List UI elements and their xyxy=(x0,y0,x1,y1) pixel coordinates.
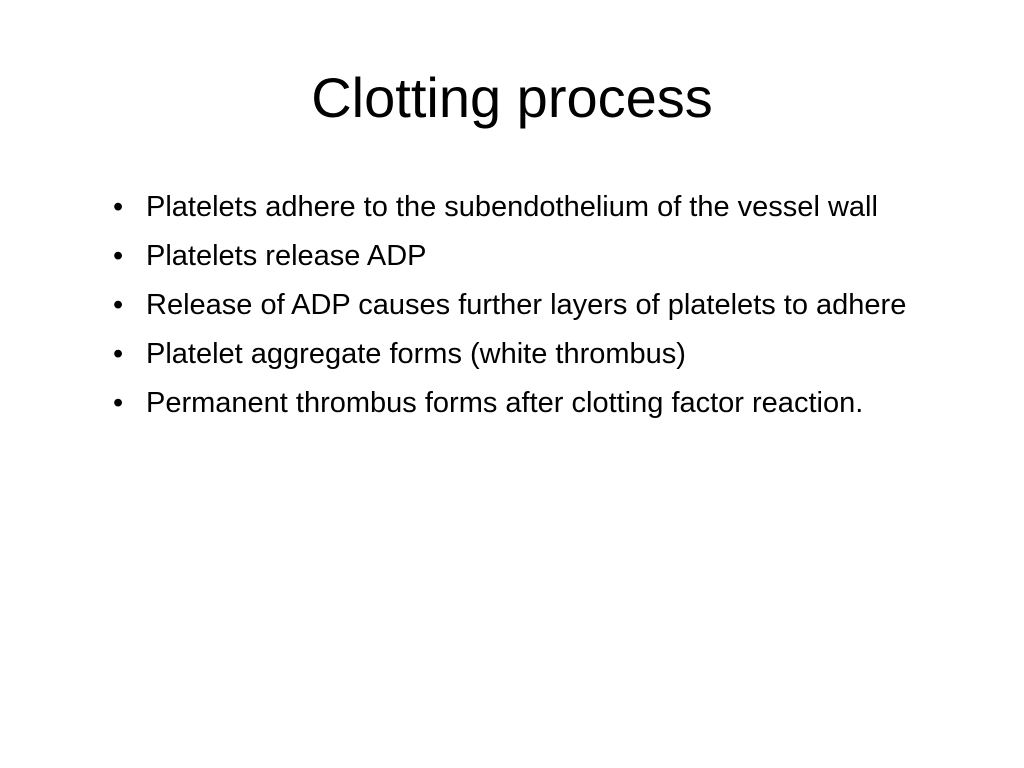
bullet-list xyxy=(113,188,953,433)
bullet-item xyxy=(113,286,953,324)
bullet-mark: • xyxy=(113,338,124,370)
bullet-text: Platelets release ADP xyxy=(146,240,427,272)
bullet-item xyxy=(113,384,953,422)
bullet-text: Release of ADP causes further layers of platelets to adhere xyxy=(146,289,907,321)
bullet-item xyxy=(113,188,953,226)
bullet-item xyxy=(113,237,953,275)
bullet-mark: • xyxy=(113,191,124,223)
bullet-item xyxy=(113,335,953,373)
bullet-text: Platelet aggregate forms (white thrombus) xyxy=(146,338,686,370)
bullet-mark: • xyxy=(113,240,124,272)
bullet-text: Platelets adhere to the subendothelium of the vessel wall xyxy=(146,191,878,223)
bullet-text: Permanent thrombus forms after clotting factor reaction. xyxy=(146,387,864,419)
bullet-mark: • xyxy=(113,387,124,419)
slide-title: Clotting process xyxy=(311,66,713,129)
bullet-mark: • xyxy=(113,289,124,321)
